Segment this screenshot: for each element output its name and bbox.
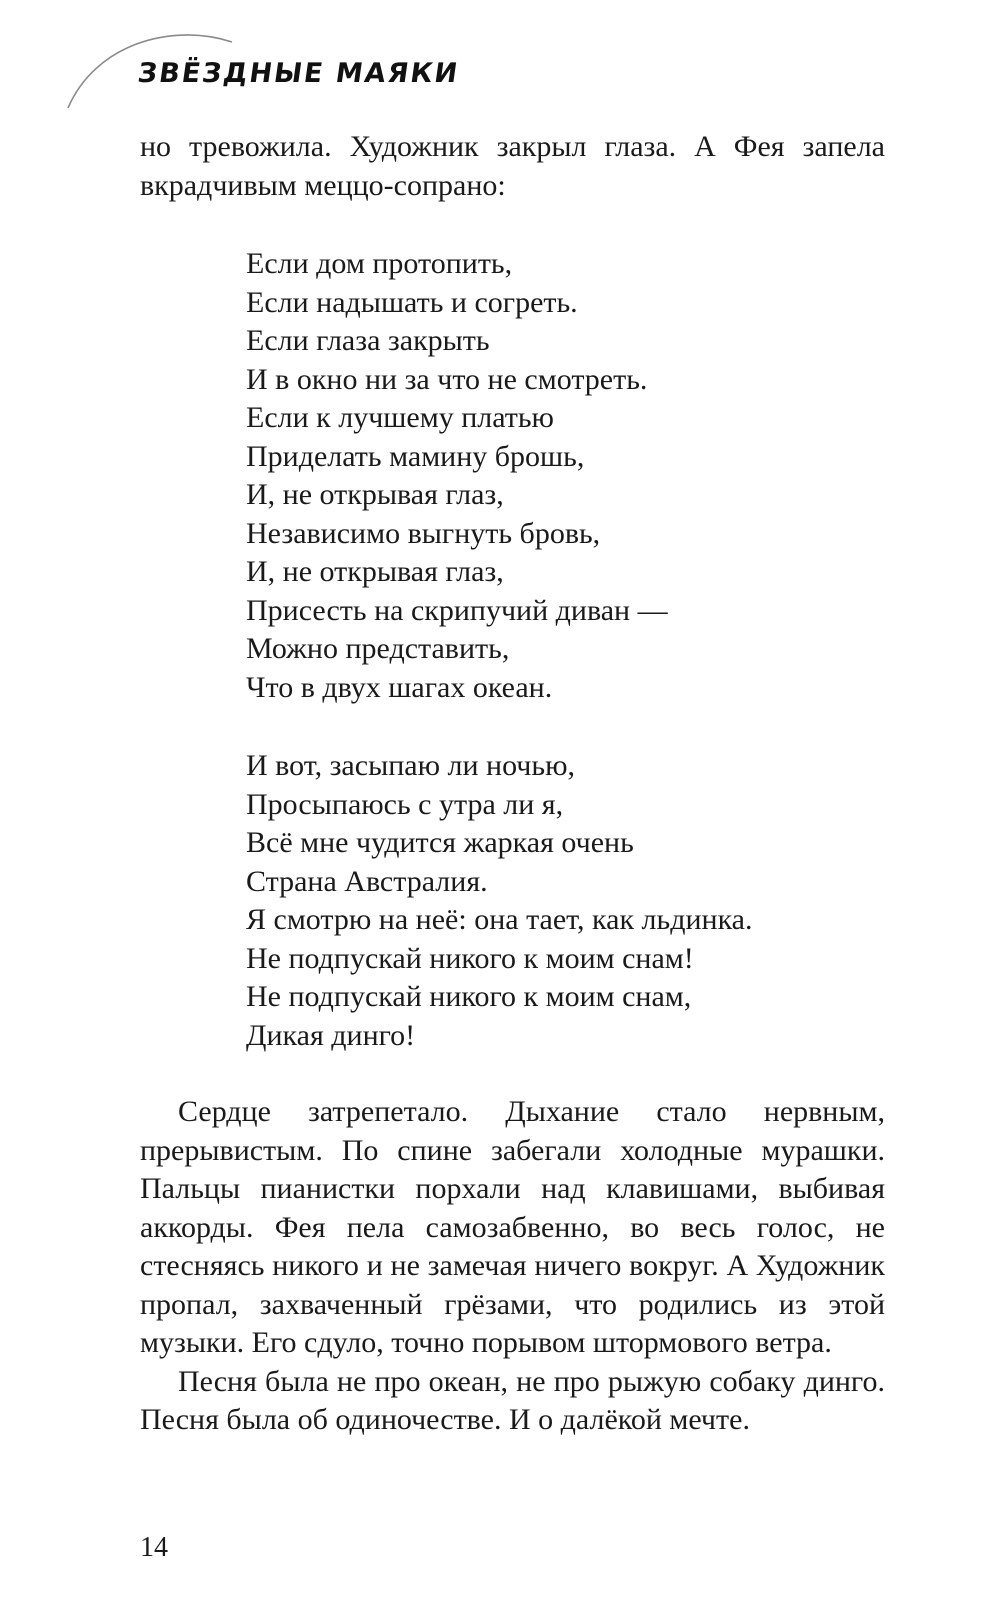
paragraph-2: Песня была не про океан, не про рыжую собаку динго. Песня была об одиночестве. И о далёкой мечте. [140,1364,885,1436]
verse-line: Что в двух шагах океан. [246,670,553,704]
verse-line: Если глаза закрыть [246,324,490,357]
verse-line: Не подпускай никого к моим снам! [246,941,694,975]
verse-stanza-1 [140,245,885,707]
verse-line: Присесть на скрипучий диван — [246,593,668,627]
verse-line: Страна Австралия. [246,864,488,898]
verse-line: Я смотрю на неё: она тает, как льдинка. [246,903,753,936]
verse-stanza-2 [140,747,885,1055]
verse-line: И в окно ни за что не смотреть. [246,362,648,396]
paragraph-intro: но тревожила. Художник закрыл глаза. А Фея запела вкрадчивым меццо-сопрано: [140,130,885,202]
page-header [0,0,1000,120]
verse-line: Если дом протопить, [246,247,513,280]
verse-line: Не подпускай никого к моим снам, [246,980,692,1013]
verse-line: Можно представить, [246,632,510,665]
verse-line: И, не открывая глаз, [246,555,504,588]
verse-line: Если надышать и согреть. [246,285,578,319]
verse-line: Всё мне чудится жаркая очень [246,826,634,859]
paragraph-1: Сердце затрепетало. Дыхание стало нервным, прерывистым. По спине забегали холодные мурашки. Пальцы пианистки порхали над клавишами, выбивая аккорды. Фея пела самозабвенно, во весь голос, не стесняясь никого и не замечая ничего вокруг. А Художник пропал, захваченный грёзами, что родились из этой музыки. Его сдуло, точно порывом штормового ветра. [140,1095,885,1359]
verse-line: Независимо выгнуть бровь, [246,516,601,550]
verse-line: И вот, засыпаю ли ночью, [246,749,575,782]
page-number: 14 [140,1532,168,1563]
verse-line: Дикая динго! [246,1018,416,1052]
running-title: ЗВЁЗДНЫЕ МАЯКИ [135,58,462,89]
verse-line: Просыпаюсь с утра ли я, [246,787,564,821]
page-body [140,128,885,1440]
verse-line: Приделать мамину брошь, [246,439,585,473]
verse-line: Если к лучшему платью [246,401,554,434]
verse-line: И, не открывая глаз, [246,478,504,511]
